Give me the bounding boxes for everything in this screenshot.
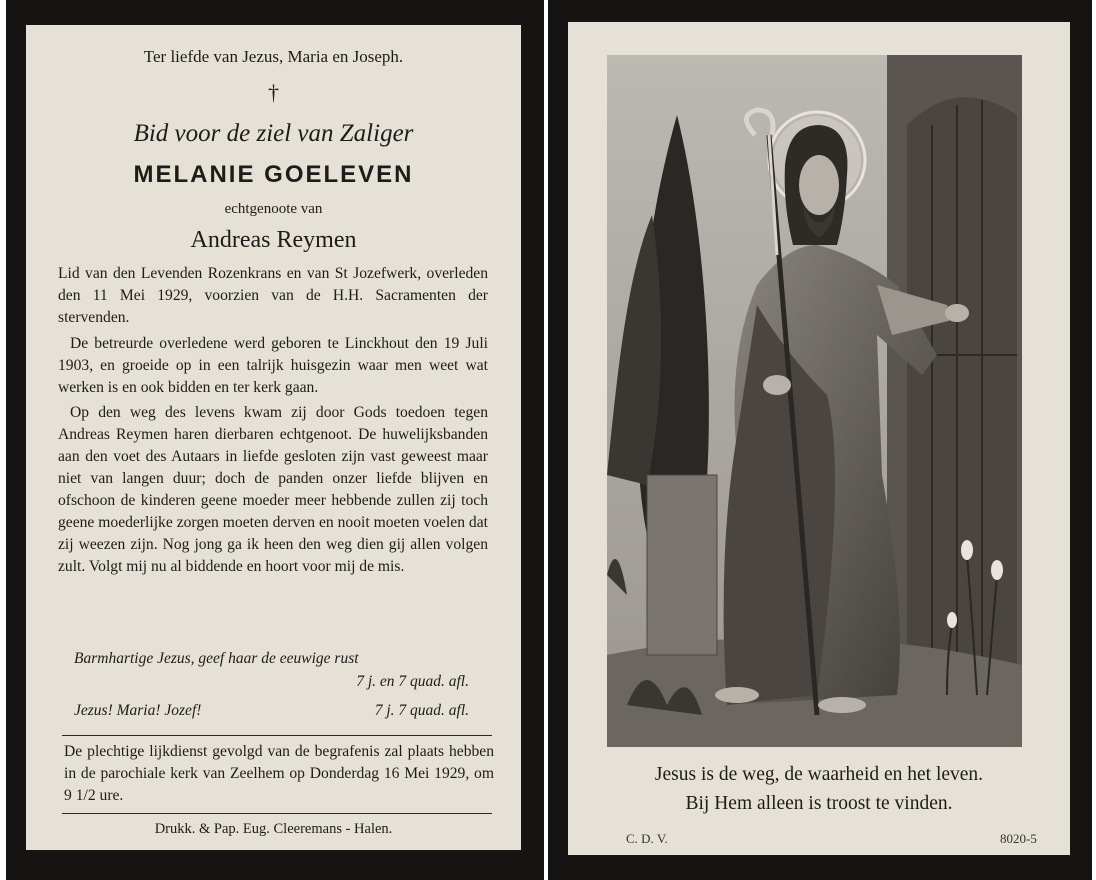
card-paper-left [26,25,521,850]
wooden-door [907,97,1017,695]
feet [715,687,759,703]
indulgence-note: 7 j. 7 quad. afl. [374,702,469,719]
face [799,155,839,215]
card-paper-right [568,22,1070,855]
spouse-name: Andreas Reymen [190,227,357,253]
funeral-notice: De plechtige lijkdienst gevolgd van de begrafenis zal plaats hebben in de parochiale kerk van Zeelhem op Donderdag 16 Mei 1929, om 9 1/2 ure. [64,743,494,804]
header-dedication: Ter liefde van Jezus, Maria en Joseph. [143,47,404,66]
publisher-mark: C. D. V. [626,831,668,846]
spouse-of-label: echtgenoote van [224,201,323,217]
indulgence-note: 7 j. en 7 quad. afl. [356,673,469,690]
biography-paragraph: De betreurde overledene werd geboren te Linckhout den 19 Juli 1903, en groeide op in een talrijk huisgezin waar men weet wat werken is en ook bidden en ter kerk gaan. [58,334,488,396]
biography-paragraph: Lid van den Levenden Rozenkrans en van St Jozefwerk, overleden den 11 Mei 1929, voorzien van de H.H. Sacramenten der stervenden. [58,265,488,326]
memorial-card-image-side [548,0,1092,880]
memorial-card-text-side [6,0,544,880]
biography-text [58,263,488,582]
hand [945,304,969,322]
caption-line: Jesus is de weg, de waarheid en het leven. [654,764,984,785]
stone-block [647,475,717,655]
cross-icon: † [268,80,279,105]
prayer-line: Jezus! Maria! Jozef! [74,702,202,719]
print-code: 8020-5 [1000,831,1037,846]
divider [62,735,492,736]
prayer-line: Barmhartige Jezus, geef haar de eeuwige rust [74,650,359,667]
biography-paragraph: Op den weg des levens kwam zij door Gods toedoen tegen Andreas Reymen haren dierbaren echtgenoot. De huwelijksbanden aan den voet des Autaars in liefde gesloten zijn vast geweest maar niet van langen duur; doch de panden onzer liefde blijven en ofschoon de kinderen geene moeder meer hebbende zullen zij toch geene moederlijke zorgen moeten derven en nooit moeten voelen dat zij weezen zijn. Nog jong ga ik heen den weg dien gij allen volgen zult. Volgt mij nu al biddende en hoort voor mij de mis. [58,404,488,575]
divider [62,813,492,814]
printer-credit: Drukk. & Pap. Eug. Cleeremans - Halen. [154,821,393,837]
pray-line: Bid voor de ziel van Zaliger [133,120,414,147]
deceased-name: MELANIE GOELEVEN [133,161,414,188]
caption-line: Bij Hem alleen is troost te vinden. [685,793,953,814]
devotional-picture [607,55,1022,747]
jesus-at-door-illustration [607,55,1022,747]
